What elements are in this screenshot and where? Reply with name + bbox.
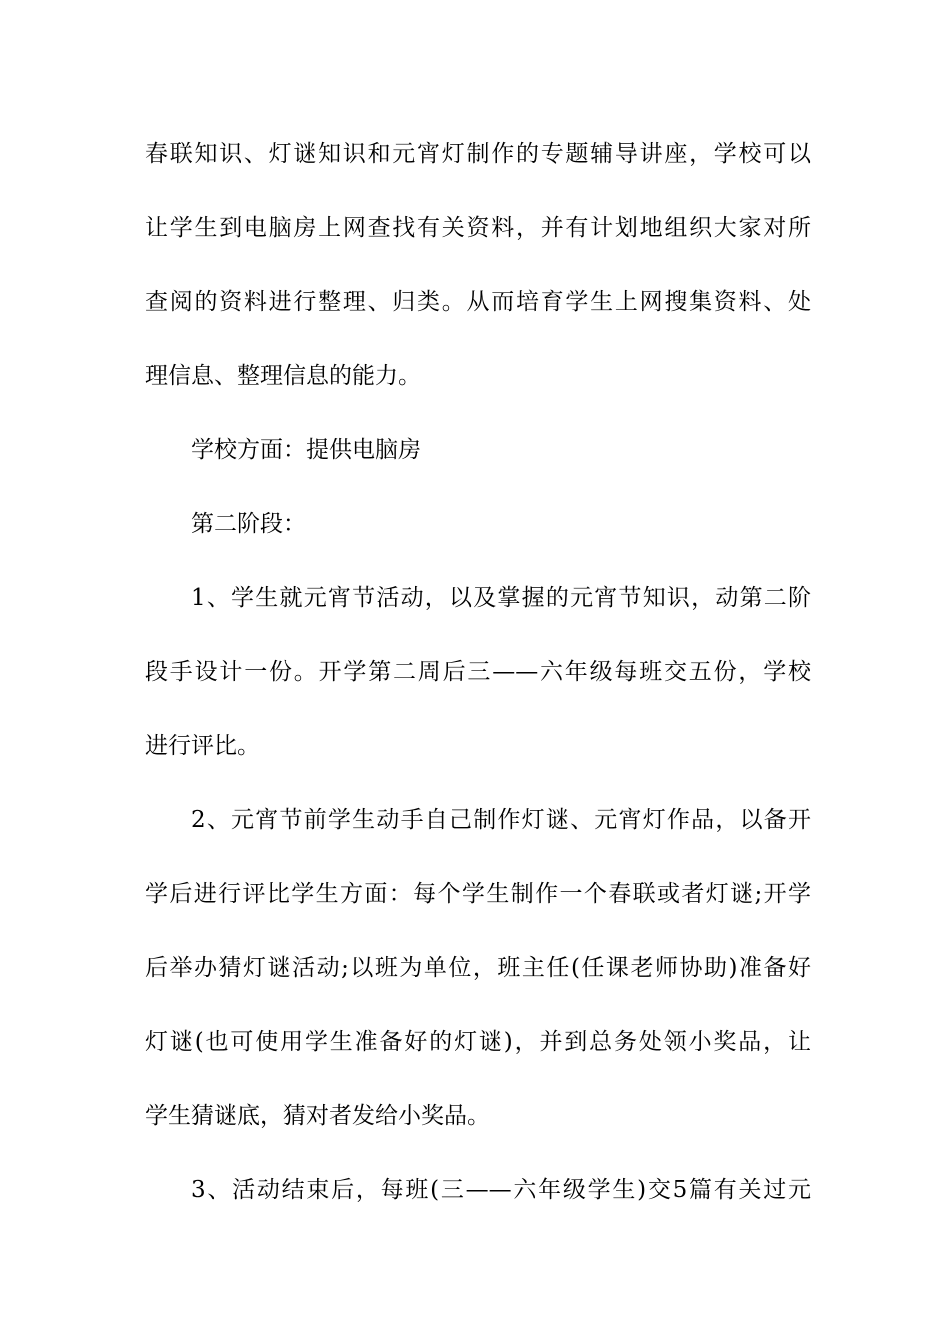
list-item-3-line: 3、活动结束后，每班(三——六年级学生)交5篇有关过元 — [191, 1177, 811, 1203]
text-line: 春联知识、灯谜知识和元宵灯制作的专题辅导讲座，学校可以 — [145, 141, 811, 167]
text-line: 查阅的资料进行整理、归类。从而培育学生上网搜集资料、处 — [145, 289, 811, 315]
text-line: 让学生到电脑房上网查找有关资料，并有计划地组织大家对所 — [145, 215, 811, 241]
list-item-1-line: 段手设计一份。开学第二周后三——六年级每班交五份，学校 — [145, 659, 811, 685]
section-label: 学校方面：提供电脑房 — [191, 437, 421, 463]
list-item-1-line: 1、学生就元宵节活动，以及掌握的元宵节知识，动第二阶 — [191, 585, 811, 611]
list-item-2-line: 学后进行评比学生方面：每个学生制作一个春联或者灯谜;开学 — [145, 881, 811, 907]
list-item-2-line: 后举办猜灯谜活动;以班为单位，班主任(任课老师协助)准备好 — [145, 955, 811, 981]
document-body — [145, 128, 811, 1238]
list-item-2-line: 灯谜(也可使用学生准备好的灯谜)，并到总务处领小奖品，让 — [145, 1029, 811, 1055]
list-item-1-line: 进行评比。 — [145, 733, 260, 759]
stage-heading: 第二阶段： — [191, 511, 306, 537]
list-item-2-line: 2、元宵节前学生动手自己制作灯谜、元宵灯作品，以备开 — [191, 807, 811, 833]
text-line: 理信息、整理信息的能力。 — [145, 363, 421, 389]
list-item-2-line: 学生猜谜底，猜对者发给小奖品。 — [145, 1103, 490, 1129]
